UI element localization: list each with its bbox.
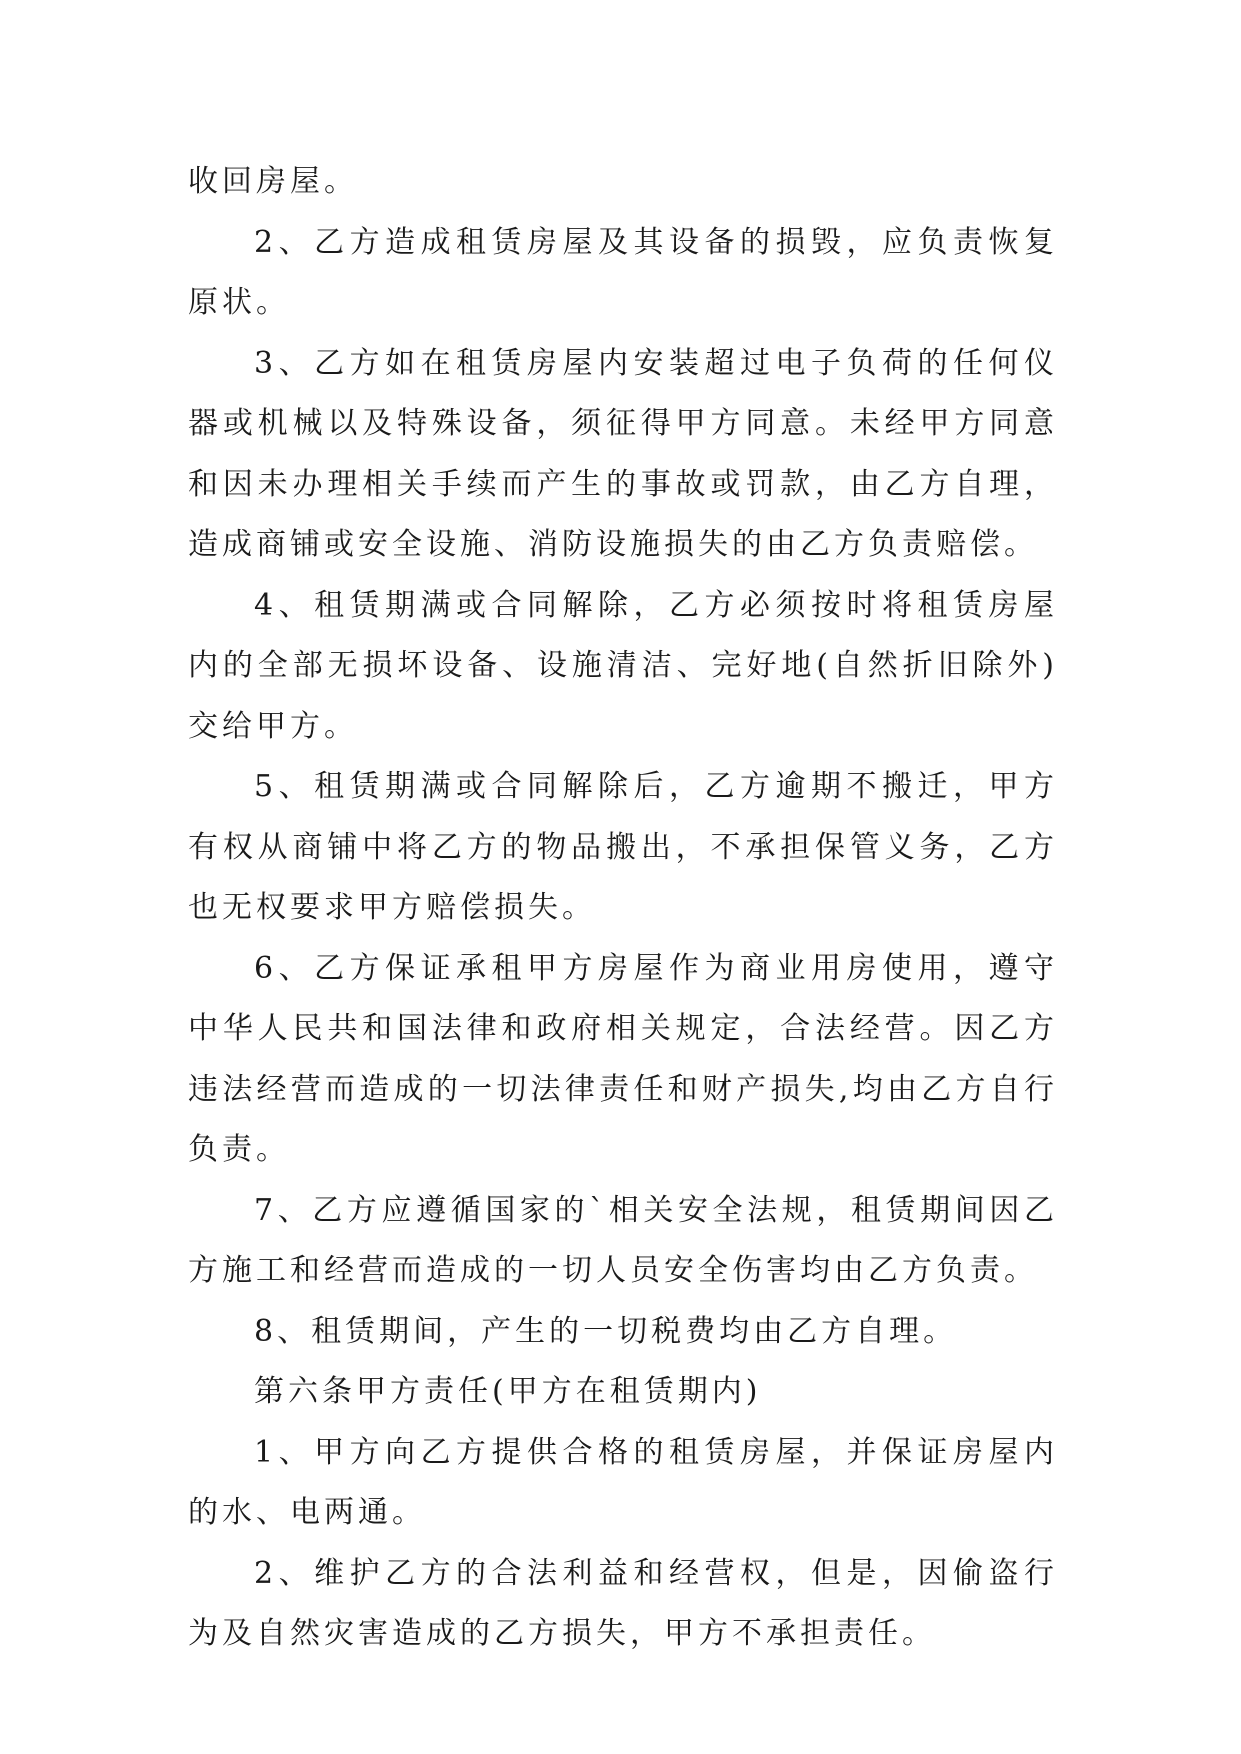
article-6-clause-2: 2、维护乙方的合法利益和经营权，但是，因偷盗行为及自然灾害造成的乙方损失，甲方不承担责任。: [188, 1555, 1058, 1651]
section-heading-article-6: 第六条甲方责任(甲方在租赁期内): [254, 1374, 762, 1409]
clause-4-return-of-premises: 4、租赁期满或合同解除，乙方必须按时将租赁房屋内的全部无损坏设备、设施清洁、完好地(自然折旧除外)交给甲方。: [188, 587, 1058, 744]
clause-7-safety-regulations: 7、乙方应遵循国家的`相关安全法规，租赁期间因乙方施工和经营而造成的一切人员安全伤害均由乙方负责。: [188, 1192, 1058, 1288]
clause-3-equipment-installation: 3、乙方如在租赁房屋内安装超过电子负荷的任何仪器或机械以及特殊设备，须征得甲方同意。未经甲方同意和因未办理相关手续而产生的事故或罚款，由乙方自理，造成商铺或安全设施、消防设施损失的由乙方负责赔偿。: [188, 345, 1058, 562]
article-6-clause-1: 1、甲方向乙方提供合格的租赁房屋，并保证房屋内的水、电两通。: [188, 1434, 1058, 1530]
clause-6-lawful-business: 6、乙方保证承租甲方房屋作为商业用房使用，遵守中华人民共和国法律和政府相关规定，合法经营。因乙方违法经营而造成的一切法律责任和财产损失,均由乙方自行负责。: [188, 950, 1058, 1167]
clause-2-damage-restoration: 2、乙方造成租赁房屋及其设备的损毁，应负责恢复原状。: [188, 224, 1058, 320]
document-page: [188, 152, 1058, 1665]
clause-8-taxes: 8、租赁期间，产生的一切税费均由乙方自理。: [254, 1313, 958, 1349]
paragraph-continuation: 收回房屋。: [188, 164, 358, 199]
clause-5-overdue-removal: 5、租赁期满或合同解除后，乙方逾期不搬迁，甲方有权从商铺中将乙方的物品搬出，不承担保管义务，乙方也无权要求甲方赔偿损失。: [188, 769, 1058, 925]
